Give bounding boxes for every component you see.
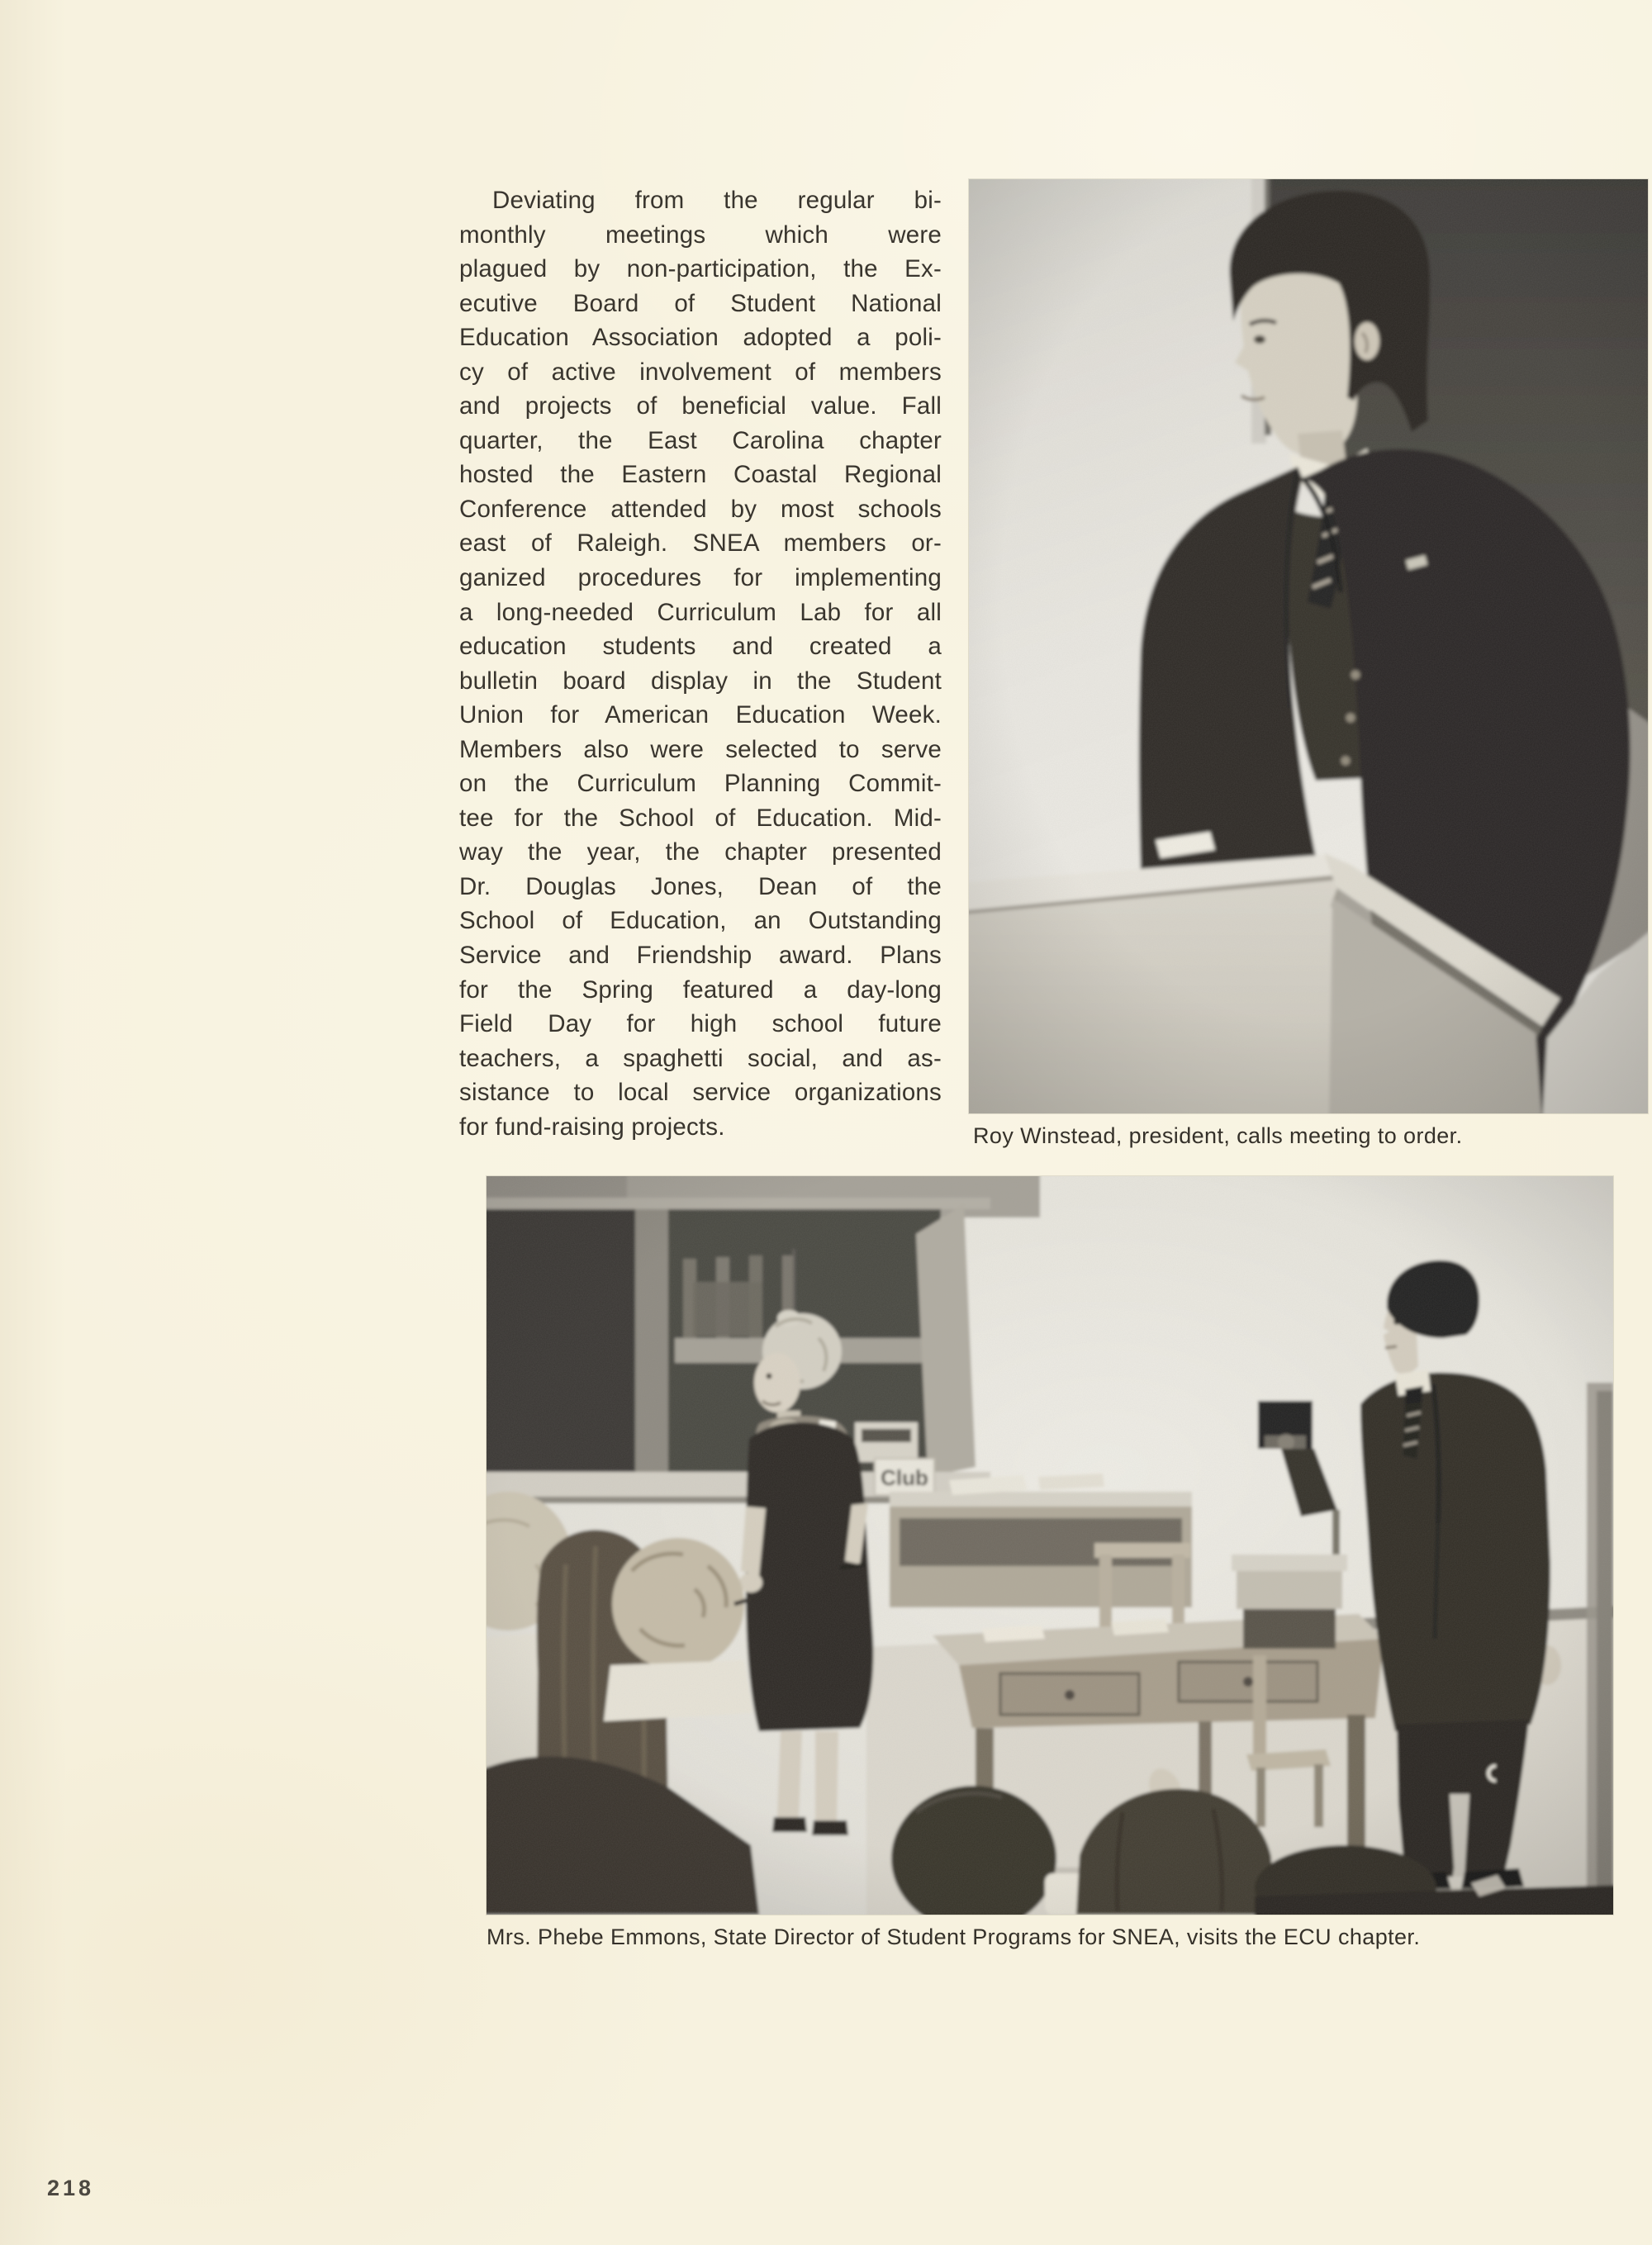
body-text-line: monthly meetings which were (459, 221, 942, 249)
body-text-line: hosted the Eastern Coastal Regional (459, 461, 942, 489)
body-text-line: Education Association adopted a poli- (459, 324, 942, 352)
page-number: 218 (47, 2176, 95, 2200)
body-text-line: Union for American Education Week. (459, 701, 942, 729)
body-text-line: tee for the School of Education. Mid- (459, 804, 942, 832)
body-text-line: cy of active involvement of members (459, 358, 942, 386)
body-text-line: bulletin board display in the Student (459, 667, 942, 695)
body-text-line: education students and created a (459, 633, 942, 661)
body-text-line: and projects of beneficial value. Fall (459, 392, 942, 420)
film-grain (969, 179, 1648, 1113)
body-text-line: ganized procedures for implementing (459, 564, 942, 592)
body-text-line: Dr. Douglas Jones, Dean of the (459, 872, 942, 900)
body-text-line: Deviating from the regular bi- (492, 187, 942, 214)
body-text-line: sistance to local service organizations (459, 1079, 942, 1107)
body-text-line: Field Day for high school future (459, 1010, 942, 1038)
body-text-line: School of Education, an Outstanding (459, 907, 942, 935)
body-text-line: a long-needed Curriculum Lab for all (459, 598, 942, 626)
photo-classroom (487, 1176, 1613, 1915)
body-text-line: east of Raleigh. SNEA members or- (459, 529, 942, 558)
body-text-line: Service and Friendship award. Plans (459, 942, 942, 970)
caption-podium: Roy Winstead, president, calls meeting to order. (973, 1123, 1463, 1148)
body-text-line: ecutive Board of Student National (459, 289, 942, 317)
body-text-line: for fund-raising projects. (459, 1113, 725, 1141)
body-text-line: Conference attended by most schools (459, 495, 942, 523)
body-text-line: on the Curriculum Planning Commit- (459, 770, 942, 798)
body-text-line: quarter, the East Carolina chapter (459, 426, 942, 454)
photo-podium-figure (969, 179, 1648, 1113)
body-text-line: Members also were selected to serve (459, 735, 942, 763)
film-grain (487, 1176, 1613, 1915)
article-body-text (459, 183, 942, 1144)
photo-classroom-figure (487, 1176, 1613, 1915)
body-text-line: teachers, a spaghetti social, and as- (459, 1044, 942, 1072)
caption-classroom: Mrs. Phebe Emmons, State Director of Student Programs for SNEA, visits the ECU chapter. (487, 1925, 1421, 1949)
body-text-line: plagued by non-participation, the Ex- (459, 255, 942, 283)
body-text-line: for the Spring featured a day-long (459, 975, 942, 1004)
body-text-line: way the year, the chapter presented (459, 838, 942, 866)
photo-podium (969, 179, 1648, 1113)
